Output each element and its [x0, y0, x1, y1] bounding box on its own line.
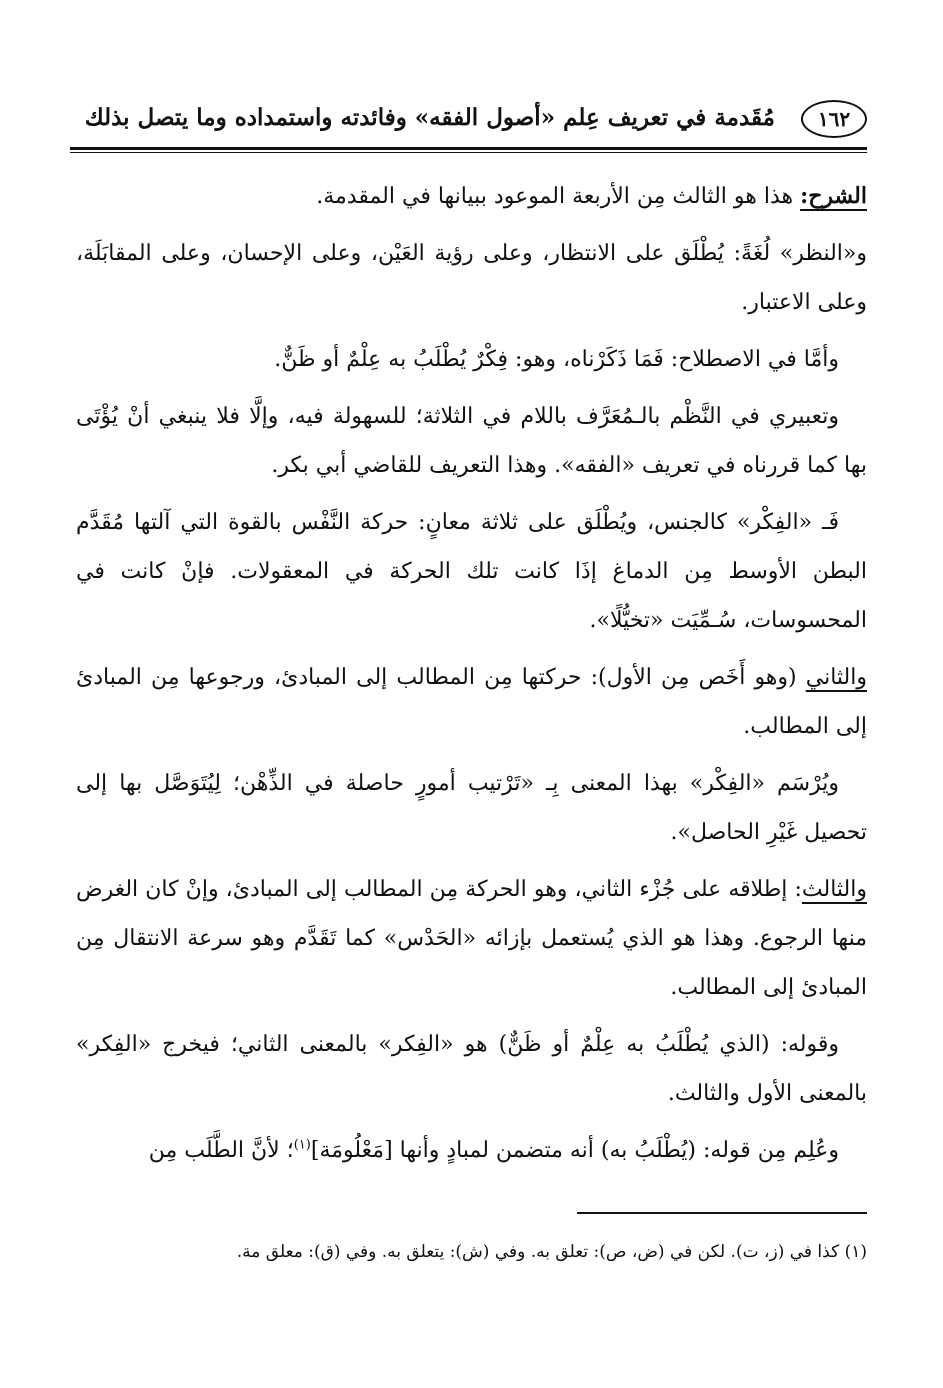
- paragraph-ulima: [76, 1126, 867, 1175]
- header-rule-thin: [70, 152, 867, 153]
- second-meaning-term: والثاني: [805, 665, 867, 690]
- paragraph-tabiri: وتعبيري في النَّظْم بالـمُعَرَّف باللام في الثلاثة؛ للسهولة فيه، وإلَّا فلا ينبغي أنْ يُؤْتَى بها كما قررناه في تعريف «الفقه». وهذا التعريف للقاضي أبي بكر.: [76, 404, 867, 478]
- paragraph-text: (وهو أَخَص مِن الأول): حركتها مِن المطالب إلى المبادئ، ورجوعها مِن المبادئ إلى المطالب.: [76, 665, 867, 739]
- paragraph-qawluhu: وقوله: (الذي يُطْلَبُ به عِلْمٌ أو ظَنٌّ) هو «الفِكر» بالمعنى الثاني؛ فيخرج «الفِكر» بالمعنى الأول والثالث.: [76, 1032, 867, 1106]
- paragraph-text: ؛ لأنَّ الطَّلَب مِن: [148, 1138, 294, 1163]
- paragraph-fikr-meanings: فَـ «الفِكْر» كالجنس، ويُطْلَق على ثلاثة معانٍ: حركة النَّفْس بالقوة التي آلتها مُقَدَّم البطن الأوسط مِن الدماغ إذَا كانت تلك الحركة في المعقولات. فإنْ كانت في المحسوسات، سُـمِّيَت «تخيُّلًا».: [76, 510, 867, 633]
- paragraph-third-meaning: [76, 865, 867, 1012]
- paragraph-definition-fikr: ويُرْسَم «الفِكْر» بهذا المعنى بِـ «تَرْتيب أمورٍ حاصلة في الذِّهْن؛ لِيُتَوَصَّل بها إلى تحصيل غَيْرِ الحاصل».: [76, 771, 867, 845]
- page-number: ١٦٢: [801, 100, 867, 138]
- paragraph-text: : إطلاقه على جُزْء الثاني، وهو الحركة مِن المطالب إلى المبادئ، وإنْ كان الغرض منها الرجوع. وهذا هو الذي يُستعمل بإزائه «الحَدْس» كما تَقَدَّم وهو سرعة الانتقال مِن المبادئ إلى المطالب.: [76, 877, 867, 1000]
- footnote-1: (١) كذا في (ز، ت). لكن في (ض، ص): تعلق به. وفي (ش): يتعلق به. وفي (ق): معلق مة.: [236, 1242, 867, 1262]
- footnote-reference[interactable]: (١): [293, 1137, 311, 1153]
- footnotes: [76, 1238, 867, 1266]
- main-text: [76, 172, 867, 1183]
- paragraph-text: هذا هو الثالث مِن الأربعة الموعود ببيانها في المقدمة.: [316, 184, 801, 209]
- running-title: مُقَدمة في تعريف عِلم «أصول الفقه» وفائدته واستمداده وما يتصل بذلك: [84, 104, 775, 131]
- paragraph-sharh: [76, 172, 867, 221]
- paragraph-text: وعُلِم مِن قوله: (يُطْلَبُ به) أنه متضمن لمبادٍ وأنها [مَعْلُومَة]: [310, 1138, 839, 1163]
- paragraph-istilah: وأمَّا في الاصطلاح: فَمَا ذَكَرْناه، وهو: فِكْرٌ يُطْلَبُ به عِلْمٌ أو ظَنٌّ.: [274, 347, 839, 372]
- paragraph-second-meaning: [76, 653, 867, 751]
- page-header: [70, 96, 867, 146]
- sharh-label: الشرح:: [800, 183, 867, 209]
- third-meaning-term: والثالث: [801, 877, 867, 902]
- header-rule-thick: [70, 147, 867, 150]
- footnote-separator: [577, 1212, 867, 1214]
- paragraph-nazar-lugha: و«النظر» لُغَةً: يُطْلَق على الانتظار، وعلى رؤية العَيْن، وعلى الإحسان، وعلى المقابَلَة، وعلى الاعتبار.: [76, 241, 867, 315]
